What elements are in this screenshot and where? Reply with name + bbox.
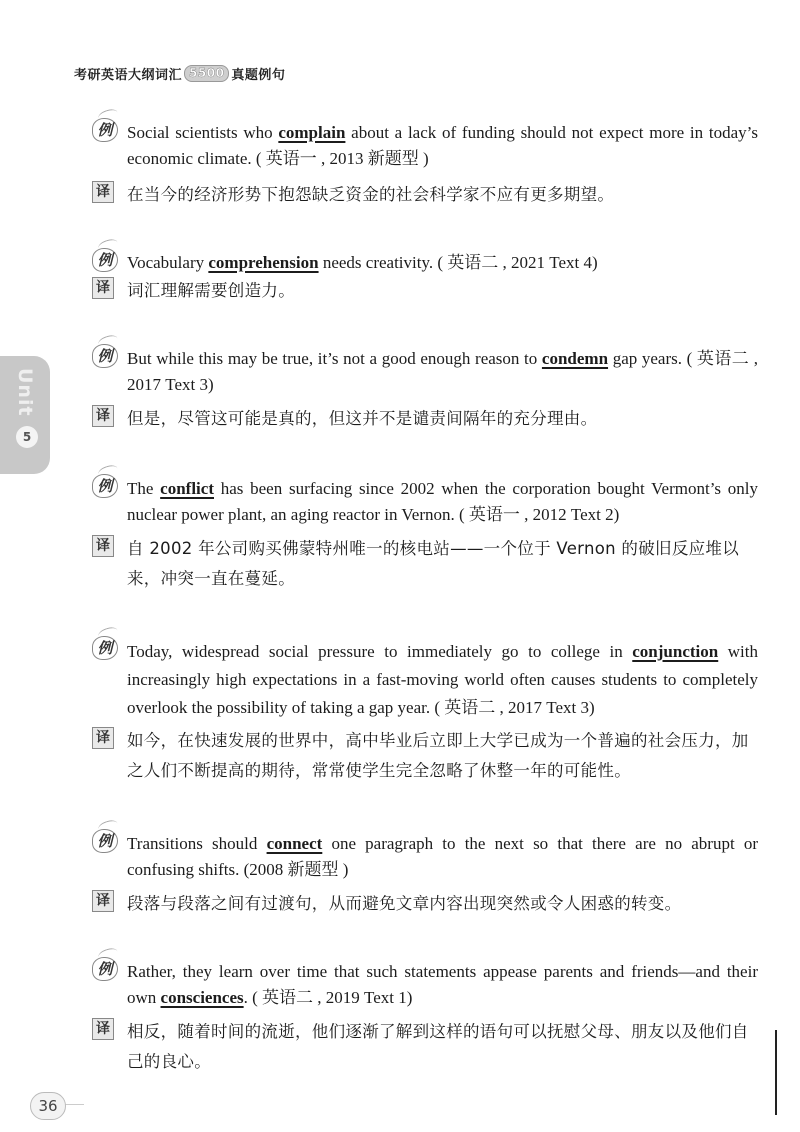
example-icon: 例	[88, 829, 118, 855]
example-icon: 例	[88, 957, 118, 983]
example-entry	[0, 638, 800, 786]
example-icon: 例	[88, 474, 118, 500]
example-icon: 例	[88, 636, 118, 662]
example-sentence: 例 The conflict has been surfacing since 2002 when the corporation bought Vermont’s only nuclear power plant, an aging reactor in Vernon. ( 英语一 , 2012 Text 2)	[0, 476, 800, 528]
page-edge-line	[775, 1030, 777, 1115]
example-icon: 例	[88, 118, 118, 144]
translation-icon: 译	[92, 727, 114, 749]
page-number: 36	[30, 1092, 66, 1120]
keyword: conflict	[160, 479, 214, 498]
header-title: 考研英语大纲词汇	[74, 68, 183, 83]
page-header	[74, 64, 285, 83]
translation-icon: 译	[92, 181, 114, 203]
example-sentence: 例 Today, widespread social pressure to immediately go to college in conjunction with increasingly high expectations in a fast-moving world often causes students to completely overlook the possibility of taking a gap year. ( 英语二 , 2017 Text 3)	[0, 638, 800, 722]
header-badge: 5500	[184, 65, 229, 82]
example-entry	[0, 831, 800, 919]
translation-icon: 译	[92, 1018, 114, 1040]
example-icon: 例	[88, 248, 118, 274]
translation-icon: 译	[92, 535, 114, 557]
example-entry	[0, 476, 800, 594]
example-sentence: 例 Transitions should connect one paragraph to the next so that there are no abrupt or confusing shifts. (2008 新题型 )	[0, 831, 800, 883]
keyword: complain	[278, 123, 346, 142]
translation-icon: 译	[92, 277, 114, 299]
translation: 译 相反，随着时间的流逝，他们逐渐了解到这样的语句可以抚慰父母、朋友以及他们自己的良心。	[0, 1017, 800, 1077]
unit-label: Unit	[14, 368, 36, 417]
example-entry	[0, 959, 800, 1077]
example-sentence: 例 Rather, they learn over time that such statements appease parents and friends—and their own consciences. ( 英语二 , 2019 Text 1)	[0, 959, 800, 1011]
translation: 译 在当今的经济形势下抱怨缺乏资金的社会科学家不应有更多期望。	[0, 180, 800, 210]
keyword: consciences	[160, 988, 244, 1007]
translation-icon: 译	[92, 890, 114, 912]
example-sentence: 例 But while this may be true, it’s not a good enough reason to condemn gap years. ( 英语二 , 2017 Text 3)	[0, 346, 800, 398]
header-subtitle: 真题例句	[231, 68, 286, 83]
keyword: condemn	[541, 349, 609, 368]
example-sentence: 例 Vocabulary comprehension needs creativity. ( 英语二 , 2021 Text 4)	[0, 250, 800, 276]
example-sentence: 例 Social scientists who complain about a lack of funding should not expect more in today’s economic climate. ( 英语一 , 2013 新题型 )	[0, 120, 800, 172]
translation: 译 自 2002 年公司购买佛蒙特州唯一的核电站——一个位于 Vernon 的破旧反应堆以来，冲突一直在蔓延。	[0, 534, 800, 594]
example-icon: 例	[88, 344, 118, 370]
keyword: connect	[266, 834, 323, 853]
example-entry	[0, 120, 800, 210]
keyword: comprehension	[208, 253, 319, 272]
unit-number: 5	[16, 426, 38, 448]
translation: 译 词汇理解需要创造力。	[0, 276, 800, 306]
translation: 译 如今，在快速发展的世界中，高中毕业后立即上大学已成为一个普遍的社会压力，加之人们不断提高的期待，常常使学生完全忽略了休整一年的可能性。	[0, 726, 800, 786]
keyword: conjunction	[632, 642, 719, 661]
example-entry	[0, 346, 800, 434]
example-entry	[0, 250, 800, 306]
translation-icon: 译	[92, 405, 114, 427]
translation: 译 但是，尽管这可能是真的，但这并不是谴责间隔年的充分理由。	[0, 404, 800, 434]
translation: 译 段落与段落之间有过渡句，从而避免文章内容出现突然或令人困惑的转变。	[0, 889, 800, 919]
